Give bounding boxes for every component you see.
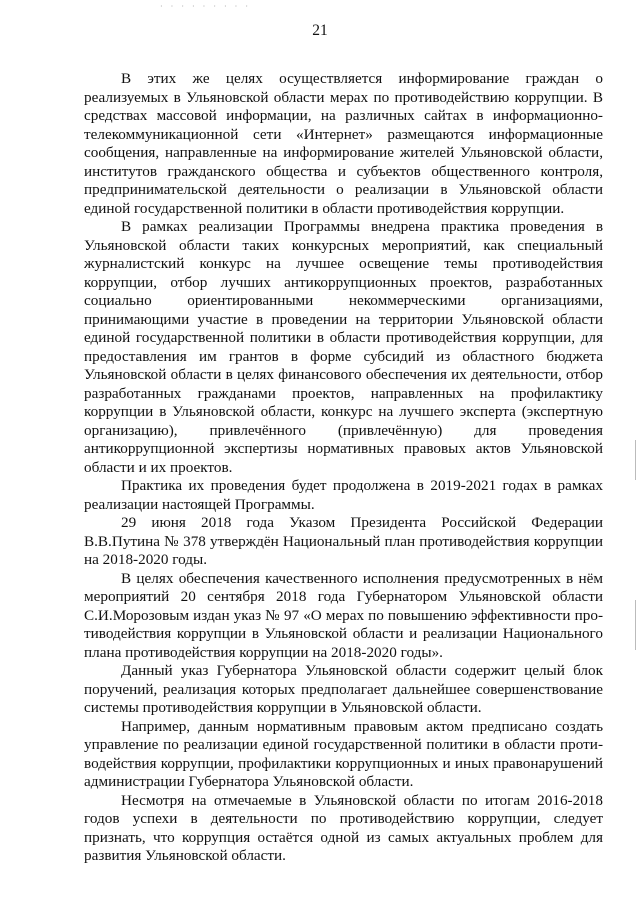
page-number: 21 <box>312 22 328 39</box>
paragraph-informing-citizens: В этих же целях осуществляется информирование граждан о реализуемых в Ульяновской области мерах по противодействию коррупции. В средствах массовой информации, на различных сайтах в информационно-телекоммуникационной сети «Интернет» размещаются информационные сообщения, направленные на информирование жителей Ульяновской области, институтов гражданского общества и субъектов общественного контроля, предпринимательской деятельности о реализации в Ульяновской области единой государственной политики в области противодействия коррупции. <box>84 70 603 217</box>
document-body <box>84 70 603 866</box>
paragraph-department-creation: Например, данным нормативным правовым актом предписано создать управление по реализации единой государственной политики в области противодействия коррупции, профилактики коррупционных и иных правонарушений администрации Губернатора Ульяновской области. <box>84 717 603 790</box>
scan-artifact: · · · · · · · · · <box>160 2 251 11</box>
scan-margin-mark <box>635 600 636 650</box>
paragraph-governor-decree: В целях обеспечения качественного исполнения предусмотренных в нём мероприятий 20 сентября 2018 года Губернатором Ульяновской области С.И.Морозовым издан указ № 97 «О мерах по повышению эффективности противодействия коррупции в Ульяновской области и реализации Национального плана противодействия коррупции на 2018-2020 годы». <box>84 569 603 661</box>
paragraph-practice-continuation: Практика их проведения будет продолжена в 2019-2021 годах в рамках реализации настоящей Программы. <box>84 477 603 513</box>
paragraph-conclusion: Несмотря на отмечаемые в Ульяновской области по итогам 2016-2018 годов успехи в деятельности по противодействию коррупции, следует признать, что коррупция остаётся одной из самых актуальных проблем для развития Ульяновской области. <box>84 791 603 864</box>
paragraph-contests: В рамках реализации Программы внедрена практика проведения в Ульяновской области таких конкурсных мероприятий, как специальный журналистский конкурс на лучшее освещение темы противодействия коррупции, отбор лучших антикоррупционных проектов, разработанных социально ориентированными некоммерческими организациями, принимающими участие в проведении на территории Ульяновской области единой государственной политики в области противодействия коррупции, для предоставления им грантов в форме субсидий из областного бюджета Ульяновской области в целях финансового обеспечения их деятельности, отбор разработанных гражданами проектов, направленных на профилактику коррупции в Ульяновской области, конкурс на лучшего эксперта (экспертную организацию), привлечённого (привлечённую) для проведения антикоррупционной экспертизы нормативных правовых актов Ульяновской области и их проектов. <box>84 218 603 476</box>
paragraph-decree-contents: Данный указ Губернатора Ульяновской области содержит целый блок поручений, реализация которых предполагает дальнейшее совершенствование системы противодействия коррупции в Ульяновской области. <box>84 662 603 716</box>
paragraph-national-plan: 29 июня 2018 года Указом Президента Российской Федерации В.В.Путина № 378 утверждён Национальный план противодействия коррупции на 2018-2020 годы. <box>84 514 603 568</box>
scan-margin-mark <box>635 440 636 480</box>
